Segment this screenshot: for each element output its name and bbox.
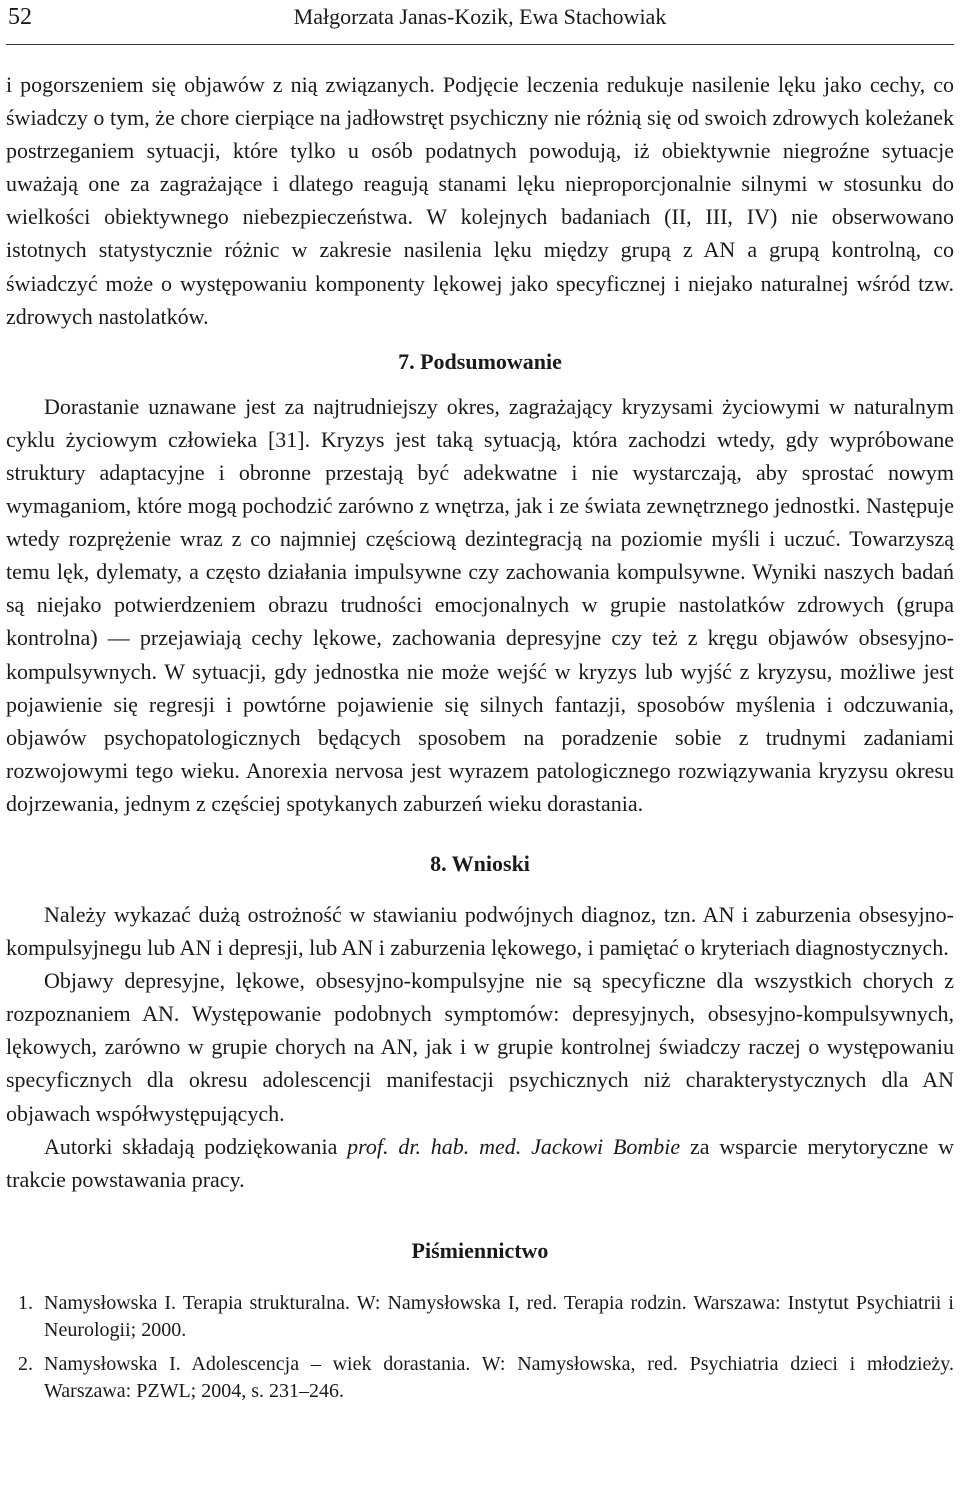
summary-paragraph: Dorastanie uznawane jest za najtrudniejszy okres, zagrażający kryzysami życiowymi w naturalnym cyklu życiowym człowieka [31]. Kryzys jest taką sytuacją, która zachodzi wtedy, gdy wypróbowane struktury adaptacyjne i obronne przestają być adekwatne i nie wystarczają, aby sprostać nowym wymaganiom, które mogą pochodzić zarówno z wnętrza, jak i ze świata zewnętrznego jednostki. Następuje wtedy rozprężenie wraz z co najmniej częściową dezintegracją na poziomie myśli i uczuć. Towarzyszą temu lęk, dylematy, a często działania impulsywne czy zachowania kompulsywne. Wyniki naszych badań są niejako potwierdzeniem obrazu trudności emocjonalnych w grupie nastolatków zdrowych (grupa kontrolna) — przejawiają cechy lękowe, zachowania depresyjne czy też z kręgu objawów obsesyjno-kompulsywnych. W sytuacji, gdy jednostka nie może wejść w kryzys lub wyjść z kryzysu, możliwe jest pojawienie się regresji i powtórne pojawienie się silnych fantazji, sposobów myślenia i odczuwania, objawów psychopatologicznych będących sposobem na poradzenie sobie z trudnymi zadaniami rozwojowymi tego wieku. Anorexia nervosa jest wyrazem patologicznego rozwiązywania kryzysu okresu dojrzewania, jednym z częściej spotykanych zaburzeń wieku dorastania. <box>6 393 954 816</box>
conclusions-paragraph-1: Należy wykazać dużą ostrożność w stawianiu podwójnych diagnoz, tzn. AN i zaburzenia obsesyjno-kompulsyjnegu lub AN i depresji, lub AN i zaburzenia lękowego, i pamiętać o kryteriach diagnostycznych. <box>6 901 954 961</box>
reference-item <box>6 1351 954 1406</box>
reference-item <box>6 1290 954 1345</box>
page-header <box>6 0 954 45</box>
reference-text: Namysłowska I. Terapia strukturalna. W: Namysłowska I, red. Terapia rodzin. Warszawa: Instytut Psychiatrii i Neurologii; 2000. <box>44 1291 954 1342</box>
section-heading-conclusions: 8. Wnioski <box>430 850 530 876</box>
references-list <box>6 1290 954 1406</box>
page-body <box>6 68 954 1406</box>
acknowledgement-text-before: Autorki składają podziękowania <box>44 1133 348 1159</box>
reference-text: Namysłowska I. Adolescencja – wiek dorastania. W: Namysłowska, red. Psychiatria dzieci i młodzieży. Warszawa: PZWL; 2004, s. 231–246. <box>44 1352 954 1403</box>
page-number: 52 <box>8 4 32 30</box>
running-head-authors: Małgorzata Janas-Kozik, Ewa Stachowiak <box>293 4 667 29</box>
section-heading-summary: 7. Podsumowanie <box>398 348 562 374</box>
conclusions-paragraph-2: Objawy depresyjne, lękowe, obsesyjno-kompulsyjne nie są specyficzne dla wszystkich chorych z rozpoznaniem AN. Występowanie podobnych symptomów: depresyjnych, obsesyjno-kompulsywnych, lękowych, zarówno w grupie chorych na AN, jak i w grupie kontrolnej świadczy raczej o występowaniu specyficznych dla okresu adolescencji manifestacji psychicznych niż charakterystycznych dla AN objawach współwystępujących. <box>6 968 954 1126</box>
reference-number: 1. <box>18 1291 33 1314</box>
reference-number: 2. <box>18 1352 33 1375</box>
references-heading: Piśmiennictwo <box>411 1237 549 1263</box>
acknowledgement-text-after: za wsparcie merytoryczne w trakcie powstawania pracy. <box>6 1133 954 1192</box>
continuation-paragraph: i pogorszeniem się objawów z nią związanych. Podjęcie leczenia redukuje nasilenie lęku jako cechy, co świadczy o tym, że chore cierpiące na jadłowstręt psychiczny nie różnią się od swoich zdrowych koleżanek postrzeganiem sytuacji, które tylko u osób podatnych powodują, iż obiektywnie niegroźne sytuacje uważają one za zagrażające i dlatego reagują stanami lęku nieproporcjonalnie silnymi w stosunku do wielkości obiektywnego niebezpieczeństwa. W kolejnych badaniach (II, III, IV) nie obserwowano istotnych statystycznie różnic w zakresie nasilenia lęku między grupą z AN a grupą kontrolną, co świadczyć może o występowaniu komponenty lękowej jako specyficznej i niejako naturalnej wśród tzw. zdrowych nastolatków. <box>6 72 954 329</box>
acknowledgement-name: prof. dr. hab. med. Jackowi Bombie <box>347 1133 681 1159</box>
acknowledgement-paragraph <box>6 1130 954 1196</box>
